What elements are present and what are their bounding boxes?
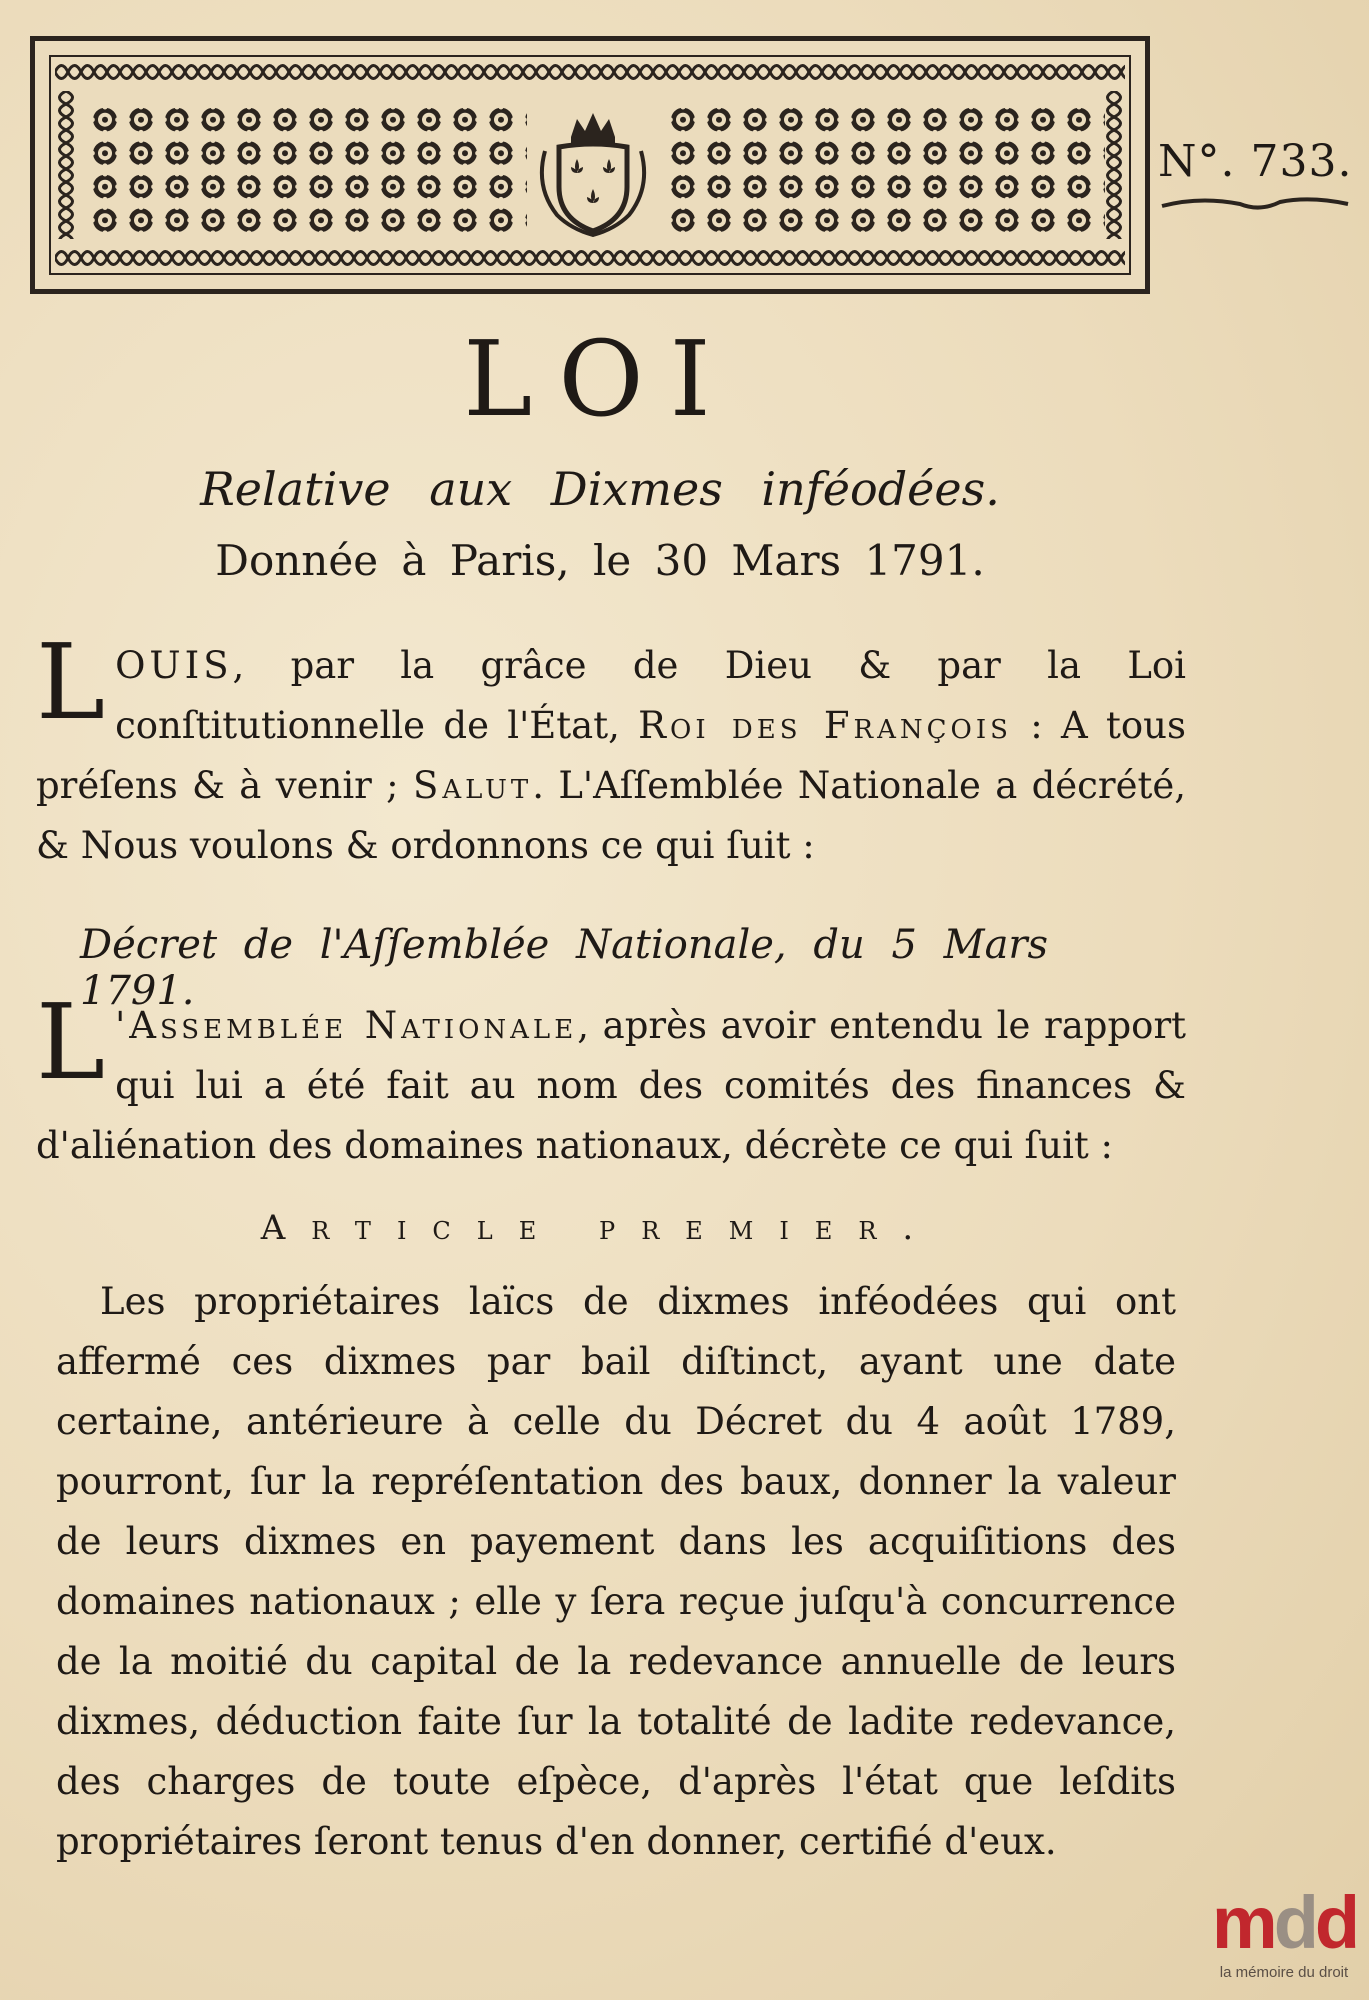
mdd-logo-mark: mdd [1211, 1881, 1357, 1964]
preamble-lead: OUIS [115, 644, 233, 687]
preamble-text-2: : A tous préſens & à venir ; [36, 704, 1186, 807]
mdd-logo-caption: la mémoire du droit [1219, 1964, 1349, 1981]
braid-border-bottom [55, 245, 1125, 271]
document-subtitle: Relative aux Dixmes inféodées. [200, 462, 1000, 516]
ornamental-header [30, 36, 1150, 294]
preamble-paragraph [36, 621, 1187, 876]
preamble-text-3: . L'Aſſemblée Nationale a décrété, & Nous voulons & ordonnons ce qui ſuit : [36, 764, 1187, 867]
document-dateline: Donnée à Paris, le 30 Mars 1791. [215, 536, 985, 585]
article-text: Les propriétaires laïcs de dixmes inféodées qui ont affermé ces dixmes par bail diſtinct, ayant une date certaine, antérieure à celle du Décret du 4 août 1789, pourront, ſur la repréſentation des baux, donner la valeur de leurs dixmes en payement dans les acquiſitions des domaines nationaux ; elle y ſera reçue juſqu'à concurrence de la moitié du capital de la redevance annuelle de leurs dixmes, déduction faite ſur la totalité de ladite redevance, des charges de toute eſpèce, d'après l'état que leſdits propriétaires ſeront tenus d'en donner, certifié d'eux. [56, 1280, 1176, 1863]
decree-text [36, 981, 1187, 1176]
document-number-text: N°. 733. [1158, 136, 1353, 187]
decree-body: , après avoir entendu le rapport qui lui a été fait au nom des comités des finances & d'aliénation des domaines nationaux, décrète ce qui ſuit : [36, 1004, 1187, 1167]
mdd-logo [1204, 1881, 1364, 1996]
article-heading: Article premier. [260, 1208, 940, 1248]
document-number [1158, 136, 1358, 226]
braid-border-left [53, 91, 79, 239]
preamble-text [36, 621, 1187, 876]
document-title: LOI [463, 318, 737, 440]
rosette-panel-left [87, 103, 527, 237]
decree-paragraph [36, 981, 1187, 1176]
royal-crest-icon [531, 107, 655, 237]
preamble-dropcap: L [36, 621, 106, 743]
preamble-text-1: , par la grâce de Dieu & par la Loi conſtitutionnelle de l'État, [115, 644, 1186, 747]
rosette-panel-right [665, 103, 1105, 237]
preamble-salut: Salut [413, 764, 533, 807]
decree-heading: Décret de l'Aſſemblée Nationale, du 5 Mars 1791. [80, 922, 1049, 1014]
decree-dropcap: L [36, 981, 106, 1103]
decree-lead: 'Assemblée Nationale [115, 1004, 578, 1047]
article-paragraph [56, 1272, 1176, 1872]
preamble-roi: Roi des François [638, 704, 1012, 747]
number-flourish [1160, 194, 1350, 214]
braid-border-top [55, 59, 1125, 85]
